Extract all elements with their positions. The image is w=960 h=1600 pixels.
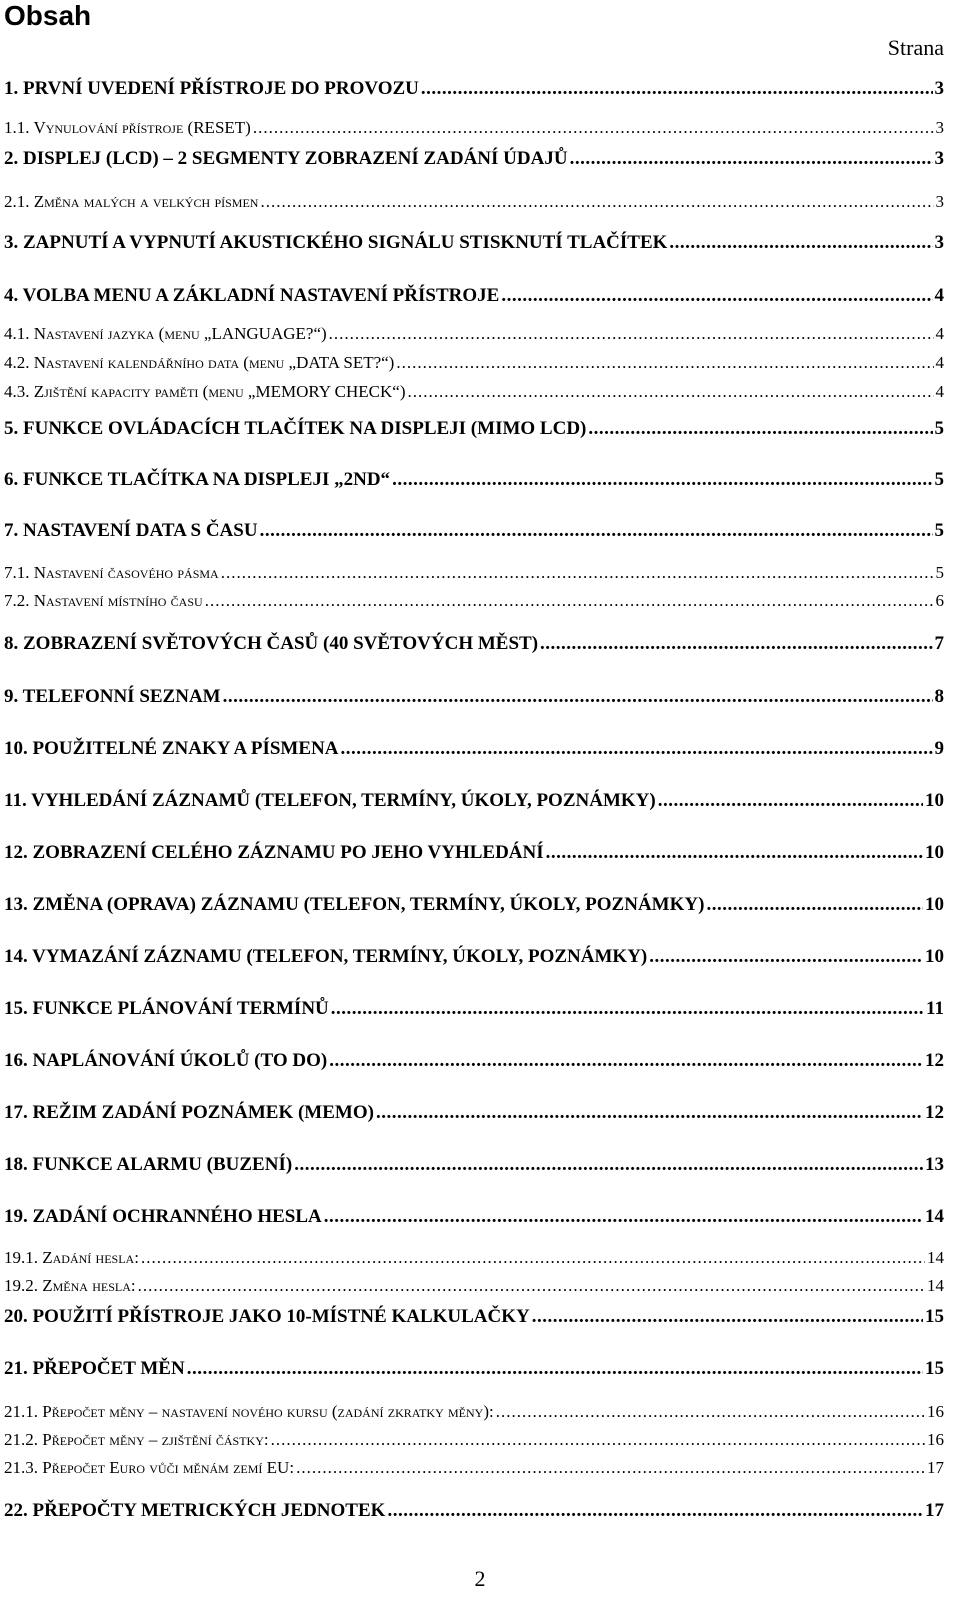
page-number: 2	[474, 1566, 486, 1591]
toc-entry-page: 3	[934, 232, 944, 253]
toc-entry-page: 17	[927, 1458, 944, 1477]
dot-leader	[253, 118, 934, 138]
toc-entry[interactable]	[4, 1500, 944, 1522]
toc-entry[interactable]	[4, 192, 944, 212]
dot-leader	[570, 148, 933, 170]
toc-entry[interactable]	[4, 1430, 944, 1450]
toc-entry-title: 7. NASTAVENÍ DATA S ČASU	[4, 520, 258, 541]
toc-entry-page: 5	[935, 563, 944, 582]
toc-entry[interactable]	[4, 563, 944, 583]
toc-entry[interactable]	[4, 946, 944, 968]
toc-entry[interactable]	[4, 894, 944, 916]
toc-entry-title: 10. POUŽITELNÉ ZNAKY A PÍSMENA	[4, 738, 339, 759]
toc-entry-page: 12	[925, 1102, 944, 1123]
toc-entry-title: 11. VYHLEDÁNÍ ZÁZNAMŮ (TELEFON, TERMÍNY, ÚKOLY, POZNÁMKY)	[4, 790, 656, 811]
toc-entry-title: 16. NAPLÁNOVÁNÍ ÚKOLŮ (TO DO)	[4, 1050, 328, 1071]
dot-leader	[669, 232, 932, 254]
toc-entry-title: 12. ZOBRAZENÍ CELÉHO ZÁZNAMU PO JEHO VYHLEDÁNÍ	[4, 842, 544, 863]
toc-entry-title: 5. FUNKCE OVLÁDACÍCH TLAČÍTEK NA DISPLEJI (MIMO LCD)	[4, 418, 587, 439]
dot-leader	[260, 520, 933, 542]
toc-entry-page: 4	[935, 353, 944, 372]
toc-entry[interactable]	[4, 469, 944, 491]
toc-entry-title: 2. DISPLEJ (LCD) – 2 SEGMENTY ZOBRAZENÍ ZADÁNÍ ÚDAJŮ	[4, 148, 568, 169]
toc-entry-title: 4. VOLBA MENU A ZÁKLADNÍ NASTAVENÍ PŘÍSTROJE	[4, 285, 500, 306]
toc-entry-page: 8	[934, 686, 944, 707]
toc-entry-title: 19.1. Zadání hesla:	[4, 1248, 139, 1267]
toc-entry-title: 21.2. Přepočet měny – zjištění částky:	[4, 1430, 269, 1449]
toc-entry-title: 20. POUŽITÍ PŘÍSTROJE JAKO 10-MÍSTNÉ KALKULAČKY	[4, 1306, 530, 1327]
dot-leader	[294, 1154, 923, 1176]
dot-leader	[141, 1248, 925, 1268]
toc-entry-page: 4	[934, 285, 944, 306]
dot-leader	[205, 591, 934, 611]
dot-leader	[271, 1430, 925, 1450]
toc-entry[interactable]	[4, 1248, 944, 1268]
toc-entry[interactable]	[4, 353, 944, 373]
toc-entry-page: 10	[925, 790, 944, 811]
toc-entry-page: 4	[935, 382, 944, 401]
dot-leader	[540, 633, 932, 655]
dot-leader	[546, 842, 923, 864]
toc-entry-title: 19. ZADÁNÍ OCHRANNÉHO HESLA	[4, 1206, 322, 1227]
toc-entry-title: 13. ZMĚNA (OPRAVA) ZÁZNAMU (TELEFON, TERMÍNY, ÚKOLY, POZNÁMKY)	[4, 894, 705, 915]
dot-leader	[392, 469, 932, 491]
toc-entry-title: 21.1. Přepočet měny – nastavení nového kursu (zadání zkratky měny):	[4, 1402, 494, 1421]
toc-entry-title: 1. PRVNÍ UVEDENÍ PŘÍSTROJE DO PROVOZU	[4, 78, 419, 99]
dot-leader	[296, 1458, 925, 1478]
toc-entry-title: 4.3. Zjištění kapacity paměti (menu „MEMORY CHECK“)	[4, 382, 406, 401]
dot-leader	[324, 1206, 923, 1228]
toc-entry-title: 4.2. Nastavení kalendářního data (menu „DATA SET?“)	[4, 353, 395, 372]
dot-leader	[706, 894, 923, 916]
dot-leader	[221, 563, 934, 583]
toc-entry-title: 17. REŽIM ZADÁNÍ POZNÁMEK (MEMO)	[4, 1102, 374, 1123]
toc-entry-page: 16	[927, 1402, 944, 1421]
toc-entry-page: 15	[925, 1306, 944, 1327]
toc-entry[interactable]	[4, 232, 944, 254]
toc-entry-page: 10	[925, 946, 944, 967]
dot-leader	[658, 790, 923, 812]
toc-entry-title: 6. FUNKCE TLAČÍTKA NA DISPLEJI „2ND“	[4, 469, 391, 490]
toc-entry-title: 21.3. Přepočet Euro vůči měnám zemí EU:	[4, 1458, 295, 1477]
toc-entry[interactable]	[4, 78, 944, 100]
toc-entry[interactable]	[4, 148, 944, 170]
dot-leader	[138, 1276, 925, 1296]
toc-entry[interactable]	[4, 591, 944, 611]
toc-entry-page: 6	[935, 591, 944, 610]
toc-entry[interactable]	[4, 1102, 944, 1124]
toc-entry[interactable]	[4, 1276, 944, 1296]
toc-entry-title: 15. FUNKCE PLÁNOVÁNÍ TERMÍNŮ	[4, 998, 329, 1019]
toc-entry[interactable]	[4, 1458, 944, 1478]
dot-leader	[376, 1102, 923, 1124]
toc-entry-page: 7	[934, 633, 944, 654]
toc-entry-title: 3. ZAPNUTÍ A VYPNUTÍ AKUSTICKÉHO SIGNÁLU STISKNUTÍ TLAČÍTEK	[4, 232, 668, 253]
toc-entry[interactable]	[4, 382, 944, 402]
toc-entry-page: 5	[934, 520, 944, 541]
dot-leader	[223, 686, 933, 708]
dot-leader	[649, 946, 923, 968]
toc-entry-title: 21. PŘEPOČET MĚN	[4, 1358, 185, 1379]
toc-entry[interactable]	[4, 633, 944, 655]
toc-entry-page: 3	[934, 78, 944, 99]
toc-entry[interactable]	[4, 520, 944, 542]
toc-entry-title: 18. FUNKCE ALARMU (BUZENÍ)	[4, 1154, 293, 1175]
toc-entry-title: 7.1. Nastavení časového pásma	[4, 563, 219, 582]
dot-leader	[329, 1050, 923, 1072]
toc-entry-page: 3	[934, 148, 944, 169]
toc-entry-title: 22. PŘEPOČTY METRICKÝCH JEDNOTEK	[4, 1500, 386, 1521]
toc-entry[interactable]	[4, 1402, 944, 1422]
dot-leader	[331, 998, 924, 1020]
dot-leader	[496, 1402, 925, 1422]
toc-entry-title: 7.2. Nastavení místního času	[4, 591, 203, 610]
dot-leader	[260, 192, 933, 212]
toc-entry-page: 3	[935, 192, 944, 211]
dot-leader	[421, 78, 933, 100]
dot-leader	[532, 1306, 923, 1328]
toc-entry[interactable]	[4, 1206, 944, 1228]
dot-leader	[187, 1358, 923, 1380]
dot-leader	[387, 1500, 923, 1522]
toc-entry-page: 10	[925, 894, 944, 915]
dot-leader	[341, 738, 933, 760]
toc-entry[interactable]	[4, 842, 944, 864]
toc-entry-page: 14	[927, 1248, 944, 1267]
dot-leader	[329, 324, 934, 344]
toc-entry[interactable]	[4, 418, 944, 440]
toc-entry-page: 14	[925, 1206, 944, 1227]
page-column-label: Strana	[887, 35, 944, 60]
toc-entry-title: 8. ZOBRAZENÍ SVĚTOVÝCH ČASŮ (40 SVĚTOVÝCH MĚST)	[4, 633, 539, 654]
toc-entry-page: 11	[926, 998, 944, 1019]
dot-leader	[501, 285, 932, 307]
toc-entry[interactable]	[4, 738, 944, 760]
toc-entry[interactable]	[4, 118, 944, 138]
toc-entry-title: 2.1. Změna malých a velkých písmen	[4, 192, 259, 211]
toc-entry-page: 3	[935, 118, 944, 137]
toc-entry-page: 5	[934, 418, 944, 439]
dot-leader	[407, 382, 933, 402]
toc-entry-page: 16	[927, 1430, 944, 1449]
toc-entry-page: 4	[935, 324, 944, 343]
toc-entry[interactable]	[4, 1358, 944, 1380]
dot-leader	[396, 353, 933, 373]
toc-entry[interactable]	[4, 1306, 944, 1328]
toc-entry[interactable]	[4, 998, 944, 1020]
toc-entry-page: 10	[925, 842, 944, 863]
toc-entry-page: 13	[925, 1154, 944, 1175]
toc-entry[interactable]	[4, 686, 944, 708]
toc-entry-title: 1.1. Vynulování přístroje (RESET)	[4, 118, 251, 137]
toc-entry-page: 15	[925, 1358, 944, 1379]
toc-entry-page: 12	[925, 1050, 944, 1071]
toc-entry-title: 19.2. Změna hesla:	[4, 1276, 136, 1295]
dot-leader	[588, 418, 932, 440]
toc-entry-title: 4.1. Nastavení jazyka (menu „LANGUAGE?“)	[4, 324, 327, 343]
toc-entry-page: 17	[925, 1500, 944, 1521]
toc-entry-page: 14	[927, 1276, 944, 1295]
toc-entry-title: 14. VYMAZÁNÍ ZÁZNAMU (TELEFON, TERMÍNY, ÚKOLY, POZNÁMKY)	[4, 946, 648, 967]
toc-entry[interactable]	[4, 790, 944, 812]
toc-entry[interactable]	[4, 324, 944, 344]
toc-entry-title: 9. TELEFONNÍ SEZNAM	[4, 686, 221, 707]
toc-entry-page: 5	[934, 469, 944, 490]
toc-entry-page: 9	[934, 738, 944, 759]
page-title: Obsah	[4, 0, 92, 31]
toc-entry[interactable]	[4, 285, 944, 307]
toc-entry[interactable]	[4, 1050, 944, 1072]
toc-entry[interactable]	[4, 1154, 944, 1176]
